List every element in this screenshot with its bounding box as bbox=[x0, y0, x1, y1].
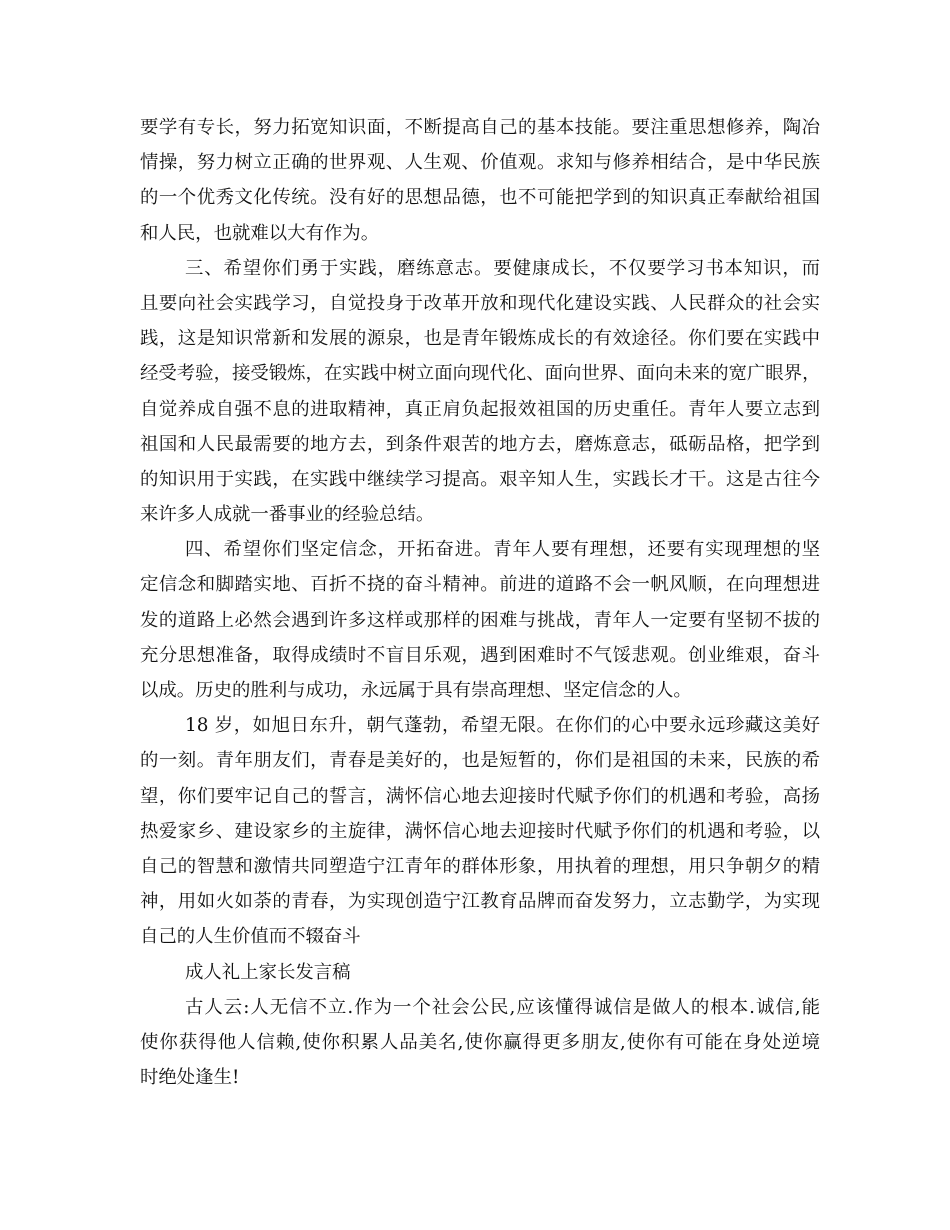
paragraph-line: 热爱家乡、建设家乡的主旋律，满怀信心地去迎接时代赋予你们的机遇和考验，以 bbox=[140, 820, 820, 842]
paragraph-line: 的一个优秀文化传统。没有好的思想品德，也不可能把学到的知识真正奉献给祖国 bbox=[140, 187, 820, 209]
paragraph-line: 来许多人成就一番事业的经验总结。 bbox=[140, 504, 435, 526]
paragraph-line: 自己的智慧和激情共同塑造宁江青年的群体形象，用执着的理想，用只争朝夕的精 bbox=[140, 855, 820, 877]
paragraph-line: 自己的人生价值而不辍奋斗 bbox=[140, 926, 361, 948]
paragraph-line: 定信念和脚踏实地、百折不挠的奋斗精神。前进的道路不会一帆风顺，在向理想进 bbox=[140, 574, 820, 596]
paragraph-line: 自觉养成自强不息的进取精神，真正肩负起报效祖国的历史重任。青年人要立志到 bbox=[140, 398, 820, 420]
paragraph-line: 践，这是知识常新和发展的源泉，也是青年锻炼成长的有效途径。你们要在实践中 bbox=[140, 328, 820, 350]
paragraph-line: 发的道路上必然会遇到许多这样或那样的困难与挑战，青年人一定要有坚韧不拔的 bbox=[140, 609, 820, 631]
paragraph-line: 充分思想准备，取得成绩时不盲目乐观，遇到困难时不气馁悲观。创业维艰，奋斗 bbox=[140, 644, 820, 666]
paragraph-line: 情操，努力树立正确的世界观、人生观、价值观。求知与修养相结合，是中华民族 bbox=[140, 152, 820, 174]
paragraph-line: 神，用如火如荼的青春，为实现创造宁江教育品牌而奋发努力，立志勤学，为实现 bbox=[140, 891, 820, 913]
paragraph-line: 的知识用于实践，在实践中继续学习提高。艰辛知人生，实践长才干。这是古往今 bbox=[140, 468, 820, 490]
section-heading: 成人礼上家长发言稿 bbox=[185, 961, 351, 983]
paragraph-line: 和人民，也就难以大有作为。 bbox=[140, 222, 380, 244]
paragraph-line: 18 岁，如旭日东升，朝气蓬勃，希望无限。在你们的心中要永远珍藏这美好 bbox=[185, 715, 820, 737]
paragraph-line: 祖国和人民最需要的地方去，到条件艰苦的地方去，磨炼意志，砥砺品格，把学到 bbox=[140, 433, 820, 455]
paragraph-line: 时绝处逢生! bbox=[140, 1067, 240, 1089]
document-body bbox=[140, 110, 820, 1095]
paragraph-line: 使你获得他人信赖,使你积累人品美名,使你赢得更多朋友,使你有可能在身处逆境 bbox=[140, 1031, 820, 1053]
paragraph-line: 要学有专长，努力拓宽知识面，不断提高自己的基本技能。要注重思想修养，陶冶 bbox=[140, 117, 820, 138]
paragraph-line: 四、希望你们坚定信念，开拓奋进。青年人要有理想，还要有实现理想的坚 bbox=[185, 539, 820, 561]
paragraph-line: 望，你们要牢记自己的誓言，满怀信心地去迎接时代赋予你们的机遇和考验，高扬 bbox=[140, 785, 820, 807]
paragraph-line: 的一刻。青年朋友们，青春是美好的，也是短暂的，你们是祖国的未来，民族的希 bbox=[140, 750, 820, 772]
paragraph-line: 且要向社会实践学习，自觉投身于改革开放和现代化建设实践、人民群众的社会实 bbox=[140, 292, 820, 314]
paragraph-line: 三、希望你们勇于实践，磨练意志。要健康成长，不仅要学习书本知识，而 bbox=[185, 257, 820, 279]
paragraph-line: 经受考验，接受锻炼，在实践中树立面向现代化、面向世界、面向未来的宽广眼界， bbox=[140, 363, 821, 385]
paragraph-line: 古人云:人无信不立.作为一个社会公民,应该懂得诚信是做人的根本.诚信,能 bbox=[185, 996, 820, 1018]
paragraph-line: 以成。历史的胜利与成功，永远属于具有崇高理想、坚定信念的人。 bbox=[140, 680, 692, 701]
